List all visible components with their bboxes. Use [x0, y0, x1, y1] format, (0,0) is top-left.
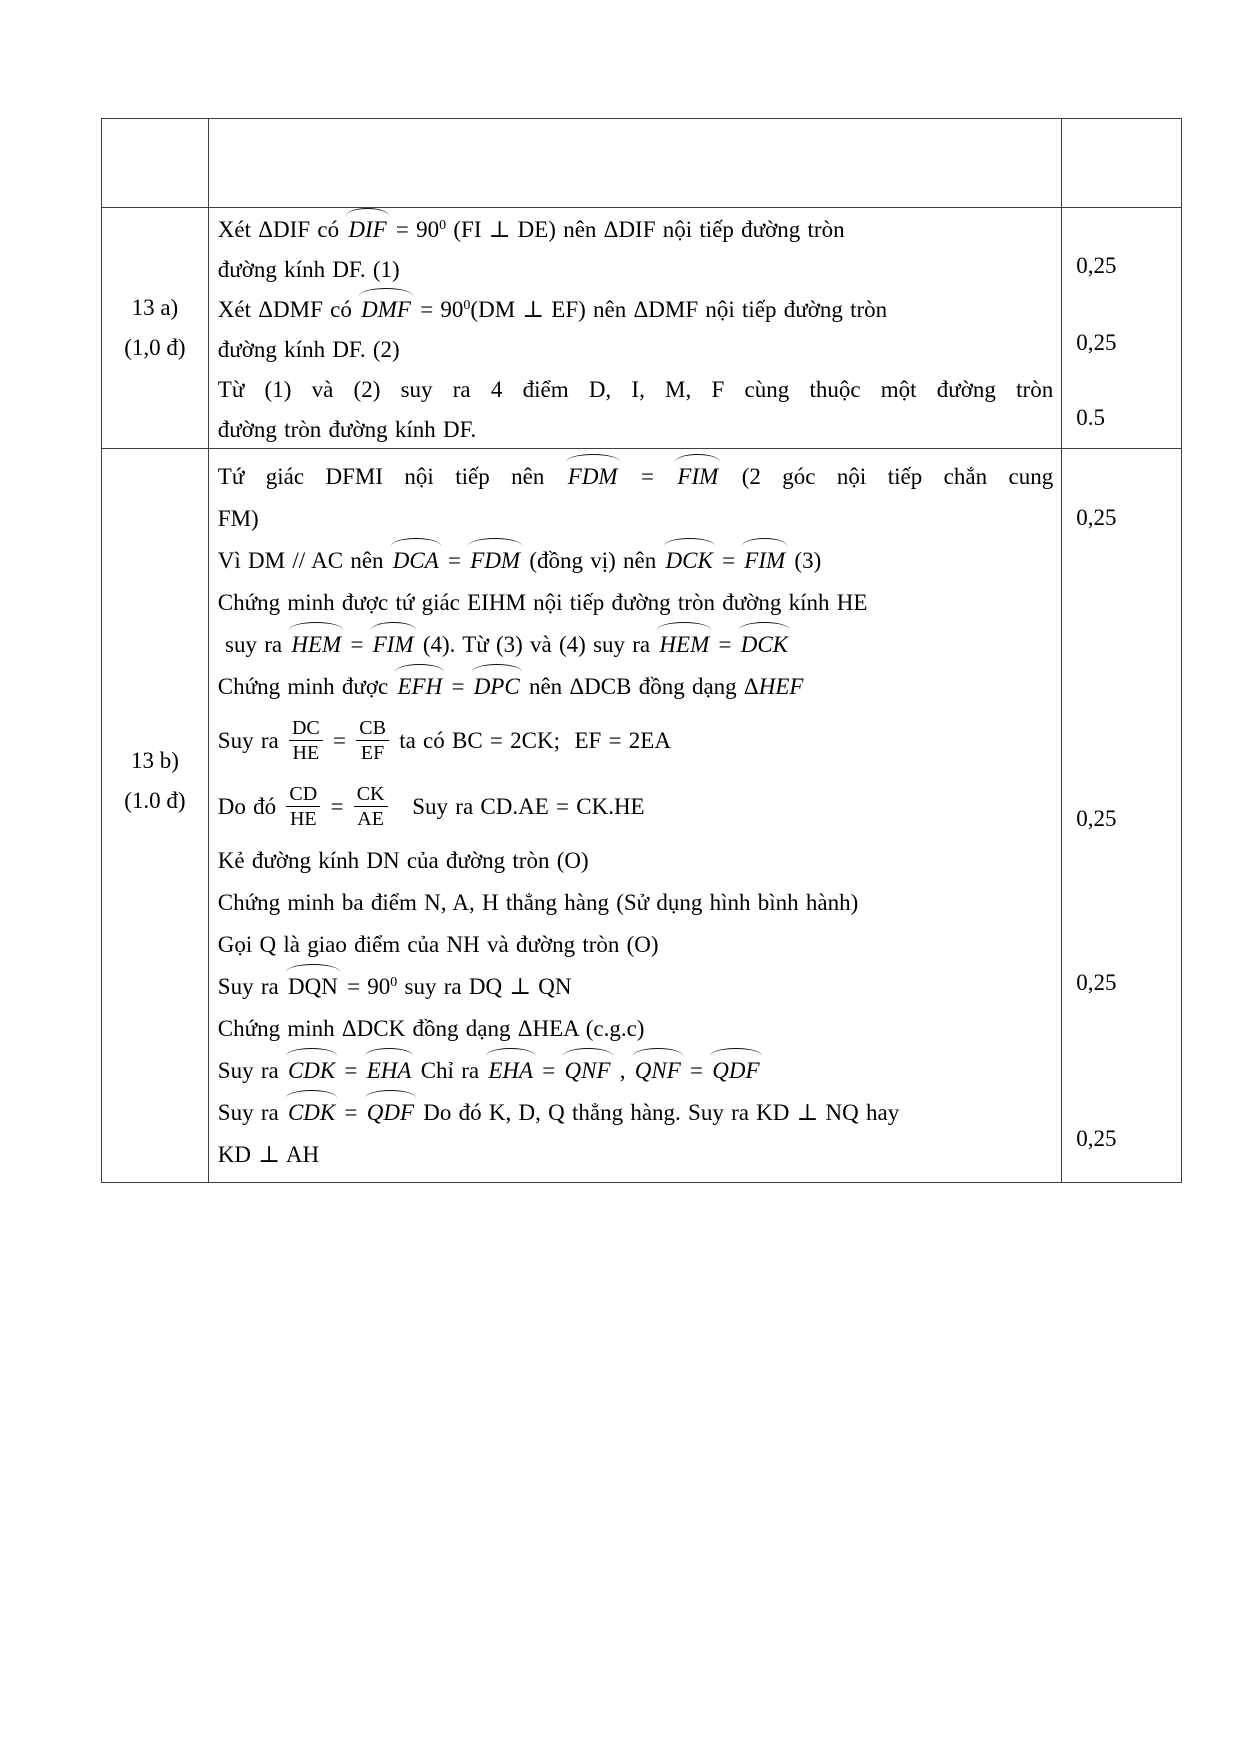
text-segment: = 90 [388, 217, 440, 242]
fraction: $\frac{DC}{HE}$ [289, 717, 323, 765]
text-segment: Từ (1) và (2) suy ra 4 điểm D, I, M, F cùng thuộc một đường tròn [217, 377, 1054, 402]
angle-arc-notation: FIM [675, 456, 720, 498]
text-segment: Suy ra [217, 974, 286, 999]
solution-line [218, 1050, 1053, 1092]
text-segment: (3) [787, 548, 822, 573]
angle-arc-notation: EHA [365, 1050, 414, 1092]
text-segment: Xét ΔDIF có [217, 217, 347, 242]
text-segment: = 90 [339, 974, 391, 999]
solution-line [218, 250, 1053, 290]
table-row-header [102, 119, 1181, 207]
angle-arc-notation: QDF [365, 1092, 416, 1134]
text-segment: = [325, 728, 354, 753]
table-row-13a [102, 207, 1181, 448]
angle-arc-notation: DIF [346, 210, 388, 250]
solution-line [218, 290, 1053, 330]
solution-line [218, 330, 1053, 370]
text-segment: = [440, 548, 469, 573]
text-segment: đường kính DF. (2) [217, 337, 400, 362]
solution-line [218, 840, 1053, 882]
angle-arc-notation: DQN [286, 966, 340, 1008]
angle-arc-notation: FDM [566, 456, 620, 498]
solution-text [209, 449, 1061, 1176]
text-segment: = [337, 1058, 365, 1083]
solution-line [218, 666, 1053, 708]
question-number: 13 b) [130, 747, 179, 773]
fraction: $\frac{CB}{EF}$ [356, 717, 389, 765]
score-value: 0,25 [1076, 253, 1117, 278]
text-segment: = [535, 1058, 563, 1083]
text-segment: Gọi Q là giao điểm của NH và đường tròn (O) [217, 932, 659, 957]
score-value: 0,25 [1076, 1126, 1117, 1151]
angle-arc-notation: DCA [391, 540, 441, 582]
text-segment: suy ra DQ ⊥ QN [397, 974, 572, 999]
solution-line [218, 370, 1053, 410]
angle-arc-notation: HEM [657, 624, 711, 666]
text-segment: suy ra [217, 632, 290, 657]
question-score: (1,0 đ) [124, 335, 186, 360]
angle-arc-notation: FIM [371, 624, 416, 666]
angle-arc-notation: QNF [563, 1050, 613, 1092]
text-segment: Vì DM // AC nên [217, 548, 391, 573]
text-segment: Do đó K, D, Q thẳng hàng. Suy ra KD ⊥ NQ hay [416, 1100, 900, 1125]
text-segment: Do đó [217, 794, 284, 819]
superscript: 0 [439, 218, 447, 233]
angle-arc-notation: QNF [633, 1050, 683, 1092]
solution-line [218, 708, 1053, 774]
points-cell [1062, 449, 1181, 1182]
angle-arc-notation: DCK [739, 624, 790, 666]
text-segment: = [444, 674, 472, 699]
math-italic: HEF [758, 674, 804, 699]
text-segment: FM) [217, 506, 259, 531]
fraction: $\frac{CD}{HE}$ [286, 783, 320, 831]
angle-arc-notation: EHA [486, 1050, 535, 1092]
angle-arc-notation: CDK [286, 1092, 337, 1134]
text-segment: Suy ra [217, 1058, 286, 1083]
score-value: 0,25 [1076, 505, 1117, 530]
angle-arc-notation: FIM [742, 540, 787, 582]
question-cell-header [102, 119, 209, 207]
score-value: 0,25 [1076, 806, 1117, 831]
question-cell [102, 449, 209, 1182]
text-segment: (đồng vị) nên [522, 548, 664, 573]
text-segment: Chứng minh được tứ giác EIHM nội tiếp đường tròn đường kính HE [217, 590, 868, 615]
angle-arc-notation: HEM [289, 624, 343, 666]
score-value: 0,25 [1076, 970, 1117, 995]
text-segment: Suy ra CD.AE = CK.HE [390, 794, 645, 819]
text-segment: Xét ΔDMF có [217, 297, 360, 322]
question-cell [102, 208, 209, 448]
question-label [102, 449, 208, 1182]
text-segment: Kẻ đường kính DN của đường tròn (O) [217, 848, 589, 873]
answer-key-table [101, 118, 1182, 1183]
text-segment: = [714, 548, 743, 573]
solution-line [218, 1092, 1053, 1134]
solution-line [218, 924, 1053, 966]
text-segment: KD ⊥ AH [217, 1142, 320, 1167]
text-segment: Suy ra [217, 728, 286, 753]
solution-line [218, 498, 1053, 540]
text-segment: = [619, 464, 676, 489]
score-value: 0,25 [1076, 330, 1117, 355]
text-segment: nên ΔDCB đồng dạng Δ [521, 674, 759, 699]
points-cell [1062, 208, 1181, 448]
text-segment: đường kính DF. (1) [217, 257, 400, 282]
text-segment: Chứng minh được [217, 674, 396, 699]
solution-line [218, 966, 1053, 1008]
text-segment: = 90 [412, 297, 464, 322]
solution-line [218, 456, 1053, 498]
content-cell-header [209, 119, 1062, 207]
content-cell [209, 449, 1062, 1182]
question-label [102, 208, 208, 448]
text-segment: Suy ra [217, 1100, 286, 1125]
angle-arc-notation: EFH [395, 666, 444, 708]
text-segment: Chứng minh ba điểm N, A, H thẳng hàng (Sử dụng hình bình hành) [217, 890, 859, 915]
angle-arc-notation: DMF [359, 290, 413, 330]
content-cell [209, 208, 1062, 448]
table-row-13b [102, 448, 1181, 1182]
question-score: (1.0 đ) [124, 787, 186, 813]
text-segment: = [337, 1100, 365, 1125]
solution-text [209, 208, 1061, 450]
solution-line [218, 882, 1053, 924]
text-segment: (DM ⊥ EF) nên ΔDMF nội tiếp đường tròn [470, 297, 888, 322]
solution-line [218, 774, 1053, 840]
text-segment: ta có BC = 2CK; EF = 2EA [391, 728, 671, 753]
solution-line [218, 410, 1053, 450]
text-segment: Chứng minh ΔDCK đồng dạng ΔHEA (c.g.c) [217, 1016, 645, 1041]
superscript: 0 [463, 298, 471, 313]
angle-arc-notation: DCK [664, 540, 715, 582]
solution-line [218, 210, 1053, 250]
text-segment: (FI ⊥ DE) nên ΔDIF nội tiếp đường tròn [446, 217, 845, 242]
angle-arc-notation: CDK [286, 1050, 337, 1092]
text-segment: Chỉ ra [413, 1058, 487, 1083]
text-segment: = [343, 632, 371, 657]
text-segment: đường tròn đường kính DF. [217, 417, 477, 442]
angle-arc-notation: FDM [468, 540, 522, 582]
angle-arc-notation: DPC [472, 666, 522, 708]
text-segment: = [682, 1058, 711, 1083]
superscript: 0 [390, 975, 398, 990]
points-cell-header [1062, 119, 1181, 207]
solution-line [218, 624, 1053, 666]
text-segment: , [612, 1058, 633, 1083]
text-segment: (2 góc nội tiếp chắn cung [720, 464, 1054, 489]
fraction: $\frac{CK}{AE}$ [354, 783, 388, 831]
text-segment: (4). Từ (3) và (4) suy ra [415, 632, 658, 657]
solution-line [218, 540, 1053, 582]
solution-line [218, 582, 1053, 624]
text-segment: = [711, 632, 739, 657]
angle-arc-notation: QDF [710, 1050, 761, 1092]
text-segment: = [323, 794, 351, 819]
score-value: 0.5 [1076, 405, 1105, 430]
solution-line [218, 1008, 1053, 1050]
text-segment: Tứ giác DFMI nội tiếp nên [217, 464, 566, 489]
question-number: 13 a) [131, 295, 179, 320]
solution-line [218, 1134, 1053, 1176]
